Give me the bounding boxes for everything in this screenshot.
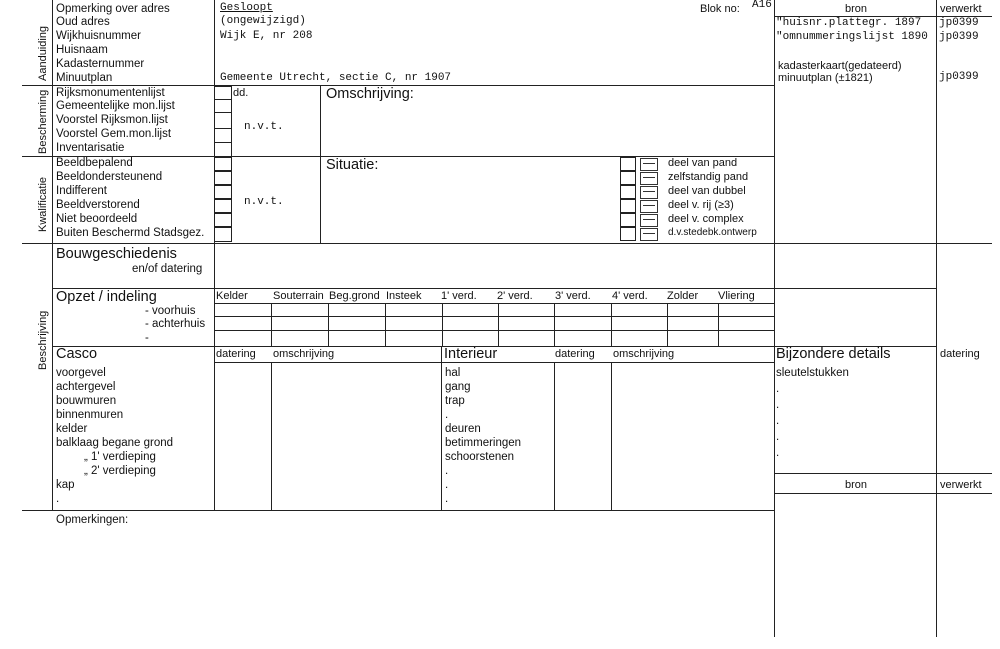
section-label-aanduiding: Aanduiding (37, 25, 49, 81)
omschrijving-label: Omschrijving: (326, 86, 414, 102)
opzet-grid-vline (385, 303, 386, 346)
interieur-datering-line (554, 362, 555, 510)
opzet-grid-vline (667, 303, 668, 346)
checkbox-beeldbepalend[interactable] (214, 157, 232, 171)
checkbox-deel-v-complex[interactable] (620, 213, 636, 227)
opzet-grid-vline (498, 303, 499, 346)
casco-datering-header: datering (216, 348, 256, 360)
checkbox-beeldverstorend[interactable] (214, 199, 232, 213)
house-double-icon (640, 186, 658, 199)
situatie-dv-stedebk: d.v.stedebk.ontwerp (668, 227, 757, 238)
bron-minuutplan: minuutplan (±1821) (778, 72, 873, 84)
interieur-item: hal (445, 367, 461, 379)
checkbox-gemeentelijke-monlijst[interactable] (214, 99, 232, 113)
bescherming-nvt: n.v.t. (244, 121, 284, 133)
bron-source-2: "omnummeringslijst 1890 (776, 31, 928, 43)
verwerkt-column-line (936, 0, 937, 637)
opzet-grid-line (214, 303, 774, 304)
bron-kadasterkaart: kadasterkaart(gedateerd) (778, 60, 902, 72)
label-huisnaam: Huisnaam (56, 44, 108, 56)
section-label-beschrijving: Beschrijving (37, 310, 49, 370)
blok-label: Blok no: (700, 3, 740, 15)
casco-item: „ 1' verdieping (84, 451, 156, 463)
house-complex-icon (640, 214, 658, 227)
interieur-omschrijving-header: omschrijving (613, 348, 675, 360)
opzet-grid-vline (328, 303, 329, 346)
house-part-icon (640, 158, 658, 171)
bijzondere-verwerkt-header: verwerkt (940, 479, 982, 491)
section-divider-bouwgeschiedenis (52, 288, 936, 289)
casco-item: kelder (56, 423, 88, 435)
casco-item: . (56, 493, 60, 505)
checkbox-buiten-beschermd[interactable] (214, 227, 232, 242)
floor-insteek: Insteek (386, 290, 422, 302)
floor-vliering: Vliering (718, 290, 755, 302)
checkbox-niet-beoordeeld[interactable] (214, 213, 232, 227)
bron-verwerkt-2: jp0399 (939, 31, 979, 43)
casco-item: kap (56, 479, 75, 491)
bijzondere-item: . (776, 431, 780, 443)
casco-title: Casco (56, 346, 98, 362)
label-minuutplan: Minuutplan (56, 72, 113, 84)
value-opmerking: Gesloopt (220, 2, 273, 14)
bron-minuutplan-verwerkt: jp0399 (939, 71, 979, 83)
label-opmerking-over-adres: Opmerking over adres (56, 3, 170, 15)
opzet-grid-vline (718, 303, 719, 346)
checkbox-voorstel-gemmon[interactable] (214, 128, 232, 143)
label-voorstel-rijksmon: Voorstel Rijksmon.lijst (56, 114, 168, 126)
checkbox-rijksmonumentenlijst[interactable] (214, 86, 232, 100)
floor-kelder: Kelder (216, 290, 248, 302)
interieur-datering-header: datering (555, 348, 595, 360)
bron-column-line (774, 0, 775, 637)
bijzondere-bron-header: bron (845, 479, 868, 491)
floor-3-verd: 3' verd. (555, 290, 591, 302)
bijzondere-item: . (776, 447, 780, 459)
interieur-item: betimmeringen (445, 437, 522, 449)
casco-item: balklaag begane grond (56, 437, 174, 449)
bron-lower-header-line (774, 493, 992, 494)
interieur-item: . (445, 409, 449, 421)
interieur-item: deuren (445, 423, 481, 435)
label-voorstel-gemmon: Voorstel Gem.mon.lijst (56, 128, 172, 140)
interieur-item: gang (445, 381, 471, 393)
opmerkingen-label: Opmerkingen: (56, 514, 129, 526)
bron-source-1: "huisnr.plattegr. 1897 (776, 17, 922, 29)
floor-1-verd: 1' verd. (441, 290, 477, 302)
casco-item: achtergevel (56, 381, 116, 393)
interieur-omschrijving-line (611, 362, 612, 510)
bron-verwerkt-1: jp0399 (939, 17, 979, 29)
interieur-item: . (445, 465, 449, 477)
opzet-grid-vline (442, 303, 443, 346)
bron-header: bron (845, 3, 868, 15)
label-inventarisatie: Inventarisatie (56, 142, 125, 154)
opzet-grid-line (214, 330, 774, 331)
bouwgeschiedenis-datering: en/of datering (132, 263, 203, 275)
checkbox-deel-v-rij[interactable] (620, 199, 636, 213)
label-beeldverstorend: Beeldverstorend (56, 199, 140, 211)
house-urban-plan-icon (640, 228, 658, 241)
verwerkt-header: verwerkt (940, 3, 982, 15)
checkbox-voorstel-rijksmon[interactable] (214, 112, 232, 129)
floor-souterrain: Souterrain (273, 290, 324, 302)
section-divider-casco (22, 510, 774, 511)
floor-beg-grond: Beg.grond (329, 290, 380, 302)
checkbox-beeldondersteunend[interactable] (214, 171, 232, 185)
checkbox-inventarisatie[interactable] (214, 142, 232, 157)
bijzondere-item: . (776, 399, 780, 411)
checkbox-zelfstandig-pand[interactable] (620, 171, 636, 185)
interieur-item: . (445, 493, 449, 505)
situatie-deel-van-dubbel: deel van dubbel (668, 185, 746, 197)
blok-value: A16 (752, 0, 772, 11)
house-standalone-icon (640, 172, 658, 185)
label-beeldbepalend: Beeldbepalend (56, 157, 133, 169)
section-label-kwalificatie: Kwalificatie (37, 176, 49, 232)
opzet-indeling-title: Opzet / indeling (56, 289, 157, 305)
floor-zolder: Zolder (667, 290, 699, 302)
value-oud-adres: (ongewijzigd) (220, 15, 306, 27)
bijzondere-item: . (776, 415, 780, 427)
checkbox-deel-van-pand[interactable] (620, 157, 636, 171)
label-kadasternummer: Kadasternummer (56, 58, 145, 70)
interieur-item: schoorstenen (445, 451, 515, 463)
label-beeldondersteunend: Beeldondersteunend (56, 171, 163, 183)
opzet-grid-vline (611, 303, 612, 346)
bijzondere-item: . (776, 383, 780, 395)
situatie-label: Situatie: (326, 157, 379, 173)
situatie-deel-van-pand: deel van pand (668, 157, 738, 169)
house-row-icon (640, 200, 658, 213)
section-divider-kwalificatie (22, 243, 992, 244)
section-label-bescherming: Bescherming (37, 89, 49, 154)
situatie-deel-v-complex: deel v. complex (668, 213, 744, 225)
opzet-voorhuis: - voorhuis (145, 305, 196, 317)
opzet-grid-vline (271, 303, 272, 346)
checkbox-deel-van-dubbel[interactable] (620, 185, 636, 199)
opzet-grid-line (214, 316, 774, 317)
bescherming-dd: dd. (233, 87, 249, 99)
checkbox-dv-stedebk[interactable] (620, 227, 636, 241)
section-divider-bescherming (22, 156, 774, 157)
casco-item: „ 2' verdieping (84, 465, 156, 477)
left-margin-line (52, 0, 53, 510)
casco-item: voorgevel (56, 367, 106, 379)
casco-header-line (214, 362, 774, 363)
casco-item: bouwmuren (56, 395, 117, 407)
label-rijksmonumentenlijst: Rijksmonumentenlijst (56, 87, 165, 99)
bijzondere-item: sleutelstukken (776, 367, 849, 379)
description-column-line (320, 86, 321, 243)
label-niet-beoordeeld: Niet beoordeeld (56, 213, 138, 225)
floor-4-verd: 4' verd. (612, 290, 648, 302)
label-column-line (214, 0, 215, 510)
bijzondere-title: Bijzondere details (776, 346, 891, 362)
floor-2-verd: 2' verd. (497, 290, 533, 302)
interieur-column-line (441, 346, 442, 510)
casco-item: binnenmuren (56, 409, 124, 421)
bron-lower-line (774, 473, 992, 474)
interieur-title: Interieur (444, 346, 498, 362)
label-oud-adres: Oud adres (56, 16, 110, 28)
opzet-achterhuis: - achterhuis (145, 318, 206, 330)
kwalificatie-nvt: n.v.t. (244, 196, 284, 208)
label-buiten-beschermd: Buiten Beschermd Stadsgez. (56, 227, 205, 239)
casco-column-line (271, 362, 272, 510)
casco-omschrijving-header: omschrijving (273, 348, 335, 360)
opzet-grid-vline (554, 303, 555, 346)
label-gemeentelijke-monlijst: Gemeentelijke mon.lijst (56, 100, 175, 112)
label-wijkhuisnummer: Wijkhuisnummer (56, 30, 141, 42)
value-wijkhuisnummer: Wijk E, nr 208 (220, 30, 313, 42)
value-minuutplan: Gemeente Utrecht, sectie C, nr 1907 (220, 72, 452, 84)
checkbox-indifferent[interactable] (214, 185, 232, 199)
opzet-dash: - (145, 332, 149, 344)
situatie-deel-v-rij: deel v. rij (≥3) (668, 199, 734, 211)
interieur-item: . (445, 479, 449, 491)
bouwgeschiedenis-title: Bouwgeschiedenis (56, 246, 177, 262)
bijzondere-datering-header: datering (940, 348, 980, 360)
situatie-zelfstandig-pand: zelfstandig pand (668, 171, 749, 183)
interieur-item: trap (445, 395, 465, 407)
label-indifferent: Indifferent (56, 185, 107, 197)
